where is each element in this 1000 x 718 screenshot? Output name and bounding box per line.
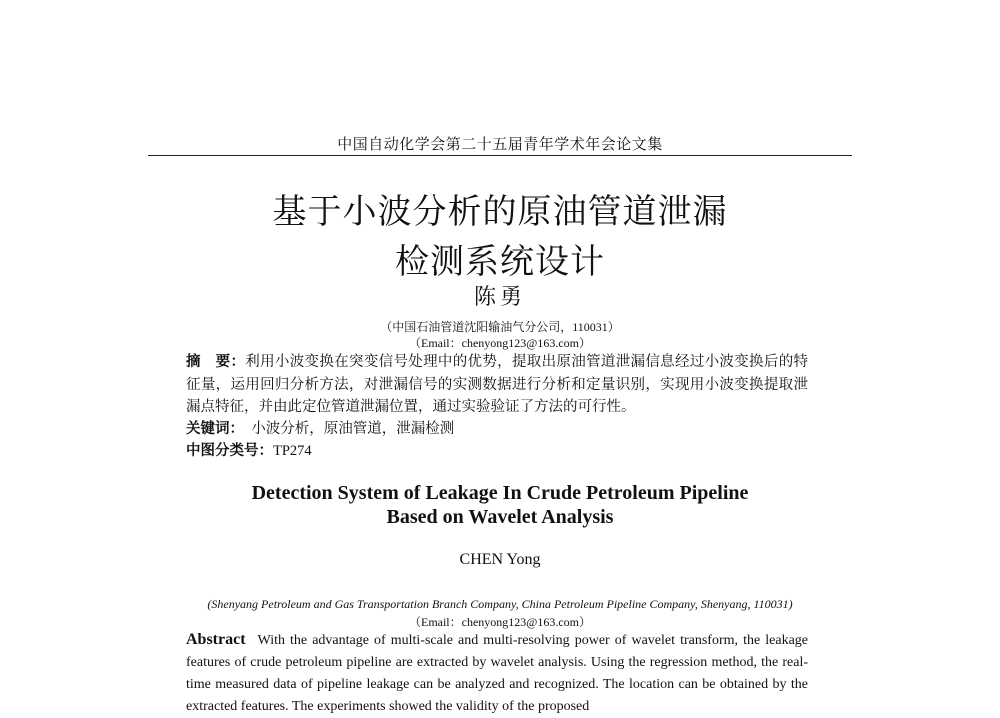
author-cn: 陈勇: [473, 284, 526, 309]
classification-label: 中图分类号：: [186, 443, 273, 459]
email-en: （Email：chenyong123@163.com）: [408, 615, 592, 629]
abstract-en: [186, 629, 808, 718]
abstract-cn: [186, 351, 808, 419]
keywords-text: 小波分析，原油管道，泄漏检测: [236, 421, 455, 437]
running-head: 中国自动化学会第二十五届青年学术年会论文集: [337, 137, 663, 153]
keywords-label: 关键词：: [186, 421, 237, 437]
title-cn-line-2: 检测系统设计: [395, 242, 605, 282]
abstract-en-text: With the advantage of multi-scale and multi-resolving power of wavelet transform, the leakage features of crude petroleum pipeline are extracted by wavelet analysis. Using the regression method, the real-time measured data of pipeline leakage can be analyzed and recognized. The location can be obtained by the extracted features. The experiments showed the validity of the proposed: [186, 633, 808, 714]
affiliation-en: (Shenyang Petroleum and Gas Transportation Branch Company, China Petroleum Pipeline Company, Shenyang, 110031): [207, 597, 793, 611]
classification-text: TP274: [273, 443, 312, 459]
keywords-cn: [186, 418, 808, 441]
author-en: CHEN Yong: [459, 551, 541, 568]
title-en-line-2: Based on Wavelet Analysis: [386, 506, 614, 528]
header-rule: [148, 155, 852, 156]
classification: [186, 440, 808, 463]
abstract-cn-label: 摘 要：: [186, 354, 246, 370]
abstract-en-label: Abstract: [186, 631, 246, 648]
email-cn: （Email：chenyong123@163.com）: [408, 336, 592, 350]
title-en: [0, 481, 1000, 529]
abstract-cn-text: 利用小波变换在突变信号处理中的优势，提取出原油管道泄漏信息经过小波变换后的特征量，运用回归分析方法，对泄漏信号的实测数据进行分析和定量识别，实现用小波变换提取泄漏点特征，并由此定位管道泄漏位置，通过实验验证了方法的可行性。: [186, 354, 809, 415]
affiliation-cn: （中国石油管道沈阳输油气分公司，110031）: [380, 320, 620, 334]
title-cn-line-1: 基于小波分析的原油管道泄漏: [272, 192, 728, 232]
title-en-line-1: Detection System of Leakage In Crude Petroleum Pipeline: [251, 482, 749, 504]
